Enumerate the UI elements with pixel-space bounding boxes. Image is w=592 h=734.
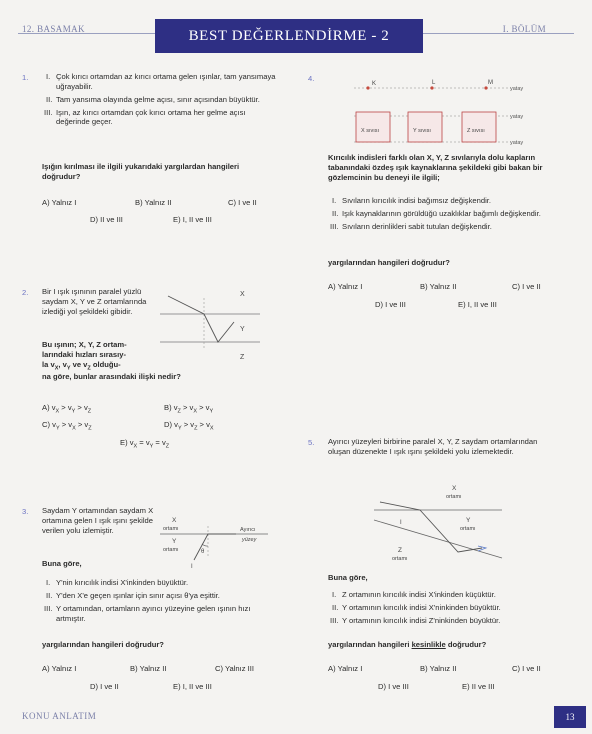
q3-theta: θ: [201, 549, 205, 555]
q4-statement: [332, 209, 552, 219]
q5-question: [328, 640, 486, 650]
q5-question-pre: yargılarından hangileri: [328, 640, 412, 649]
q2-option-a[interactable]: A) $v_X > v_Y > v_Z$: [42, 403, 92, 415]
q2-question-line: Bu ışının; X, Y, Z ortam-: [42, 340, 127, 349]
q2-question-line: larındaki hızları sırasıy-: [42, 349, 126, 359]
q1-question: Işığın kırılması ile ilgili yukarıdaki yargılardan hangileri doğrudur?: [42, 162, 240, 181]
q1-statement-text: Işın, az kırıcı ortamdan çok kırıcı ortama her gelme açısı değerinde geçer.: [56, 107, 246, 127]
q5-option-c[interactable]: C) I ve II: [512, 664, 541, 673]
q5-figure: [362, 482, 512, 564]
q3-statement-num: I.: [46, 578, 51, 587]
q5-statement-text: Y ortamının kırıcılık indisi X'ninkinden büyüktür.: [342, 602, 501, 612]
q4-figure: [350, 78, 530, 150]
q4-statement-num: I.: [332, 196, 337, 205]
q5-statement-num: II.: [332, 602, 339, 612]
q1-option-c[interactable]: C) I ve II: [228, 198, 257, 207]
q5-lead: Buna göre,: [328, 573, 368, 582]
q5-statement: [332, 590, 552, 600]
q5-statement: [332, 603, 552, 613]
q3-statement: [46, 604, 276, 624]
q1-statements: [46, 72, 278, 130]
q4-liquid-x: X sıvısı: [361, 128, 380, 134]
q4-option-d[interactable]: D) I ve III: [375, 300, 406, 309]
q2-option-d[interactable]: D) $v_Y > v_Z > v_X$: [164, 420, 214, 432]
header-section: 12. BASAMAK: [22, 24, 85, 34]
q5-statement-text: Z ortamının kırıcılık indisi X'inkinden küçüktür.: [342, 590, 496, 599]
q2-option-letter: C): [42, 420, 51, 429]
q1-statement: [46, 72, 278, 92]
q2-option-letter: E): [120, 438, 128, 447]
q1-statement: [46, 95, 278, 105]
q3-figure: [158, 512, 278, 570]
q4-number: 4.: [308, 74, 315, 83]
q4-statements: [332, 196, 552, 235]
q1-statement-text: Çok kırıcı ortamdan az kırıcı ortama gelen ışınlar, tam yansımaya uğrayabilir.: [56, 72, 276, 91]
q2-option-letter: D): [164, 420, 173, 429]
q2-figure: [160, 284, 272, 364]
q2-option-e[interactable]: E) $v_X = v_Y = v_Z$: [120, 438, 170, 450]
q1-option-d[interactable]: D) II ve III: [90, 215, 123, 224]
q3-statements: [46, 578, 276, 626]
q3-intro: Saydam Y ortamından saydam X ortamına gelen I ışık ışını şekilde verilen yolu izlemiştir.: [42, 506, 154, 535]
q4-option-a[interactable]: A) Yalnız I: [328, 282, 363, 291]
q2-label-z: Z: [240, 354, 245, 361]
q4-statement-text: Sıvıların derinlikleri sabit tutulan değişkendir.: [342, 221, 492, 231]
q2-option-b[interactable]: B) $v_Z > v_X > v_Y$: [164, 403, 214, 415]
q3-label-ortami: ortamı: [163, 547, 179, 553]
q3-statement-num: III.: [44, 603, 53, 613]
q5-statement-num: I.: [332, 590, 337, 599]
q2-option-letter: A): [42, 403, 50, 412]
q3-lead: Buna göre,: [42, 559, 82, 568]
q5-option-b[interactable]: B) Yalnız II: [420, 664, 457, 673]
q4-statement: [332, 222, 552, 232]
q3-statement-text: Y'nin kırıcılık indisi X'inkinden büyüktür.: [56, 578, 189, 587]
q5-label-ortami: ortamı: [460, 526, 476, 532]
q2-option-c[interactable]: C) $v_Y > v_X > v_Z$: [42, 420, 92, 432]
q4-option-c[interactable]: C) I ve II: [512, 282, 541, 291]
page-title: BEST DEĞERLENDİRME - 2: [155, 19, 423, 53]
q1-statement-num: II.: [46, 94, 53, 104]
page-number: 13: [554, 706, 586, 728]
q4-horizontal-label: yatay: [510, 140, 524, 146]
q5-statement-num: III.: [330, 615, 339, 625]
q4-tail: yargılarından hangileri doğrudur?: [328, 258, 450, 267]
q2-number: 2.: [22, 288, 29, 297]
q5-question-emphasis: kesinlikle: [411, 640, 446, 649]
q3-surface-label: Ayırıcı: [240, 527, 256, 533]
q2-label-x: X: [240, 291, 245, 298]
q5-label-ortami: ortamı: [392, 556, 408, 562]
q1-statement: [46, 108, 278, 128]
q3-question: yargılarından hangileri doğrudur?: [42, 640, 164, 649]
q2-label-y: Y: [240, 326, 245, 333]
q1-option-b[interactable]: B) Yalnız II: [135, 198, 172, 207]
q4-statement-num: III.: [330, 221, 339, 231]
q3-option-a[interactable]: A) Yalnız I: [42, 664, 77, 673]
q4-statement-text: Işık kaynaklarının görüldüğü uzaklıklar bağımlı değişkendir.: [342, 208, 541, 218]
q3-option-c[interactable]: C) Yalnız III: [215, 664, 254, 673]
header-part: I. BÖLÜM: [502, 24, 546, 34]
q5-option-a[interactable]: A) Yalnız I: [328, 664, 363, 673]
q3-statement-num: II.: [46, 590, 53, 600]
q4-statement: [332, 196, 552, 206]
q3-option-d[interactable]: D) I ve II: [90, 682, 119, 691]
q3-statement-text: Y'den X'e geçen ışınlar için sınır açısı θ'ya eşittir.: [56, 590, 220, 600]
q1-statement-text: Tam yansıma olayında gelme açısı, sınır açısından büyüktür.: [56, 94, 260, 104]
q1-statement-num: I.: [46, 72, 51, 81]
q2-intro: Bir I ışık ışınının paralel yüzlü saydam X, Y ve Z ortamlarında izlediği yol şekildeki gibidir.: [42, 287, 147, 316]
q4-liquid-z: Z sıvısı: [467, 128, 485, 134]
q3-label-y: Y: [172, 538, 177, 545]
footer-label: KONU ANLATIM: [22, 711, 97, 721]
q1-option-e[interactable]: E) I, II ve III: [173, 215, 212, 224]
q1-option-a[interactable]: A) Yalnız I: [42, 198, 77, 207]
q4-statement-num: II.: [332, 208, 339, 218]
q4-option-b[interactable]: B) Yalnız II: [420, 282, 457, 291]
q5-question-post: doğrudur?: [445, 640, 487, 649]
q4-point-l: L: [432, 80, 436, 86]
q3-option-b[interactable]: B) Yalnız II: [130, 664, 167, 673]
q4-option-e[interactable]: E) I, II ve III: [458, 300, 497, 309]
q3-ray-label: I: [191, 564, 193, 570]
q4-point-k: K: [372, 81, 377, 87]
q5-statement: [332, 616, 552, 626]
q4-statement-text: Sıvıların kırıcılık indisi bağımsız değişkendir.: [342, 196, 491, 205]
q5-number: 5.: [308, 438, 315, 447]
q5-statement-text: Y ortamının kırıcılık indisi Z'ninkinden büyüktür.: [342, 615, 501, 625]
q4-liquid-y: Y sıvısı: [413, 128, 431, 134]
q3-label-ortami: ortamı: [163, 526, 179, 532]
q2-question-line: la $v_X$, $v_Y$ ve $v_Z$ olduğu-: [42, 359, 121, 372]
q4-horizontal-label: yatay: [510, 86, 524, 92]
q2-question-line: na göre, bunlar arasındaki ilişki nedir?: [42, 372, 181, 382]
q5-label-ortami: ortamı: [446, 494, 462, 500]
q5-intro: Ayırıcı yüzeyleri birbirine paralel X, Y, Z saydam ortamlarından oluşan düzenekte I ışık ışını şekildeki yolu izlemektedir.: [328, 437, 538, 456]
q5-label-y: Y: [466, 517, 471, 524]
q3-number: 3.: [22, 507, 29, 516]
q4-point-m: M: [488, 80, 493, 86]
q3-option-e[interactable]: E) I, II ve III: [173, 682, 212, 691]
q1-number: 1.: [22, 73, 29, 82]
q2-question-part: la: [42, 359, 49, 369]
q4-horizontal-label: yatay: [510, 114, 524, 120]
q3-statement-text: Y ortamından, ortamların ayırıcı yüzeyine gelen ışının hızı artmıştır.: [56, 603, 251, 623]
q4-question: Kırıcılık indisleri farklı olan X, Y, Z sıvılarıyla dolu kapların tabanındaki özdeş ışık kaynaklarına şekildeki gibi bakan bir gözlemcinin bu deneyi ile ilgili;: [328, 153, 543, 182]
q3-label-x: X: [172, 517, 177, 524]
q3-statement: [46, 578, 276, 588]
q2-option-letter: B): [164, 403, 172, 412]
q2-question: [42, 340, 181, 382]
q5-label-z: Z: [398, 547, 402, 554]
q3-surface-label: yüzey: [242, 537, 257, 543]
q1-statement-num: III.: [44, 107, 53, 117]
q5-statements: [332, 590, 552, 629]
q5-option-d[interactable]: D) I ve III: [378, 682, 409, 691]
q5-ray-label: I: [400, 520, 402, 526]
q3-statement: [46, 591, 276, 601]
q5-option-e[interactable]: E) II ve III: [462, 682, 495, 691]
q5-label-x: X: [452, 485, 457, 492]
